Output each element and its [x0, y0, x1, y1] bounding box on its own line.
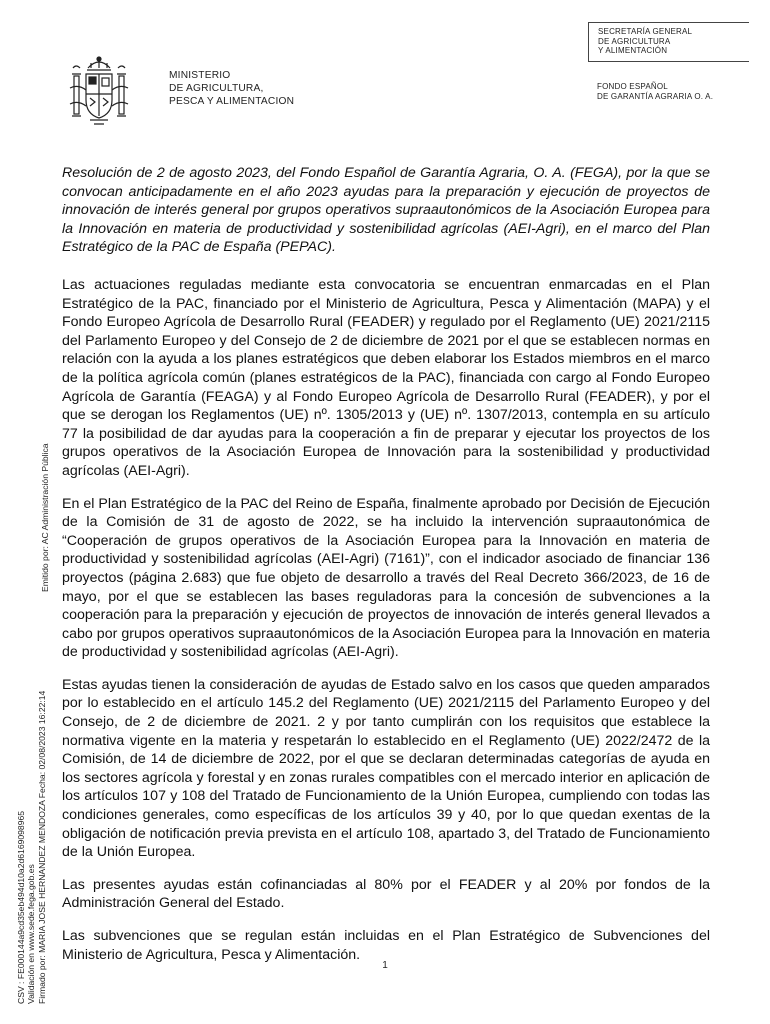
issuer-info: Emitido por: AC Administración Pública — [40, 443, 50, 592]
body-paragraph: Estas ayudas tienen la consideración de ayudas de Estado salvo en los casos que queden amparados por lo establecido en el artículo 145.2 del Reglamento (UE) 2021/2115 del Parlamento Europeo y del Consejo, de 2 de diciembre de 2021. 2 y por tanto cumplirán con los requisitos que establece la normativa vigente en la materia y respetarán lo establecido en el Reglamento (UE) 2022/2472 de la Comisión, de 14 de diciembre de 2022, por el que se declaran determinadas categorías de ayuda en los sectores agrícola y forestal y en zonas rurales compatibles con el mercado interior en aplicación de los artículos 107 y 108 del Tratado de Funcionamiento de la Unión Europea, cumpliendo con todas las condiciones generales, como específicas de los artículos 39 y 40, por lo que quedan exentas de la obligación de notificación previa prevista en el artículo 108, apartado 3, del Tratado de Funcionamiento de la Unión Europea. — [62, 676, 710, 861]
fega-name — [597, 82, 713, 102]
ministry-name — [169, 69, 294, 108]
body-paragraph: Las actuaciones reguladas mediante esta convocatoria se encuentran enmarcadas en el Plan Estratégico de la PAC, financiado por el Ministerio de Agricultura, Pesca y Alimentación (MAPA) y el Fondo Europeo Agrícola de Desarrollo Rural (FEADER) y regulado por el Reglamento (UE) 2021/2115 del Parlamento Europeo y del Consejo de 2 de diciembre de 2021 por el que se establecen normas en relación con la ayuda a los planes estratégicos que deben elaborar los Estados miembros en el marco de la política agrícola común (planes estratégicos de la PAC), financiada con cargo al Fondo Europeo Agrícola de Garantía (FEAGA) y al Fondo Europeo Agrícola de Desarrollo Rural (FEADER), y por el que se derogan los Reglamentos (UE) nº. 1305/2013 y (UE) nº. 1307/2013, contempla en su artículo 77 la posibilidad de dar ayudas para la cooperación a fin de preparar y ejecutar los proyectos de los grupos operativos de la Asociación Europea de Innovación para la sostenibilidad y productividad agrícolas (AEI-Agri). — [62, 277, 710, 479]
validation-url: Validación en www.sede.fega.gob.es — [26, 864, 37, 1004]
secretaria-line: DE AGRICULTURA — [598, 36, 671, 46]
body-paragraph: Las presentes ayudas están cofinanciadas al 80% por el FEADER y al 20% por fondos de la Administración General del Estado. — [62, 876, 710, 912]
secretaria-line: SECRETARÍA GENERAL — [598, 27, 693, 36]
page-number: 1 — [382, 960, 388, 971]
document-body — [62, 276, 710, 978]
ministry-line: DE AGRICULTURA, — [169, 83, 264, 94]
document-title: Resolución de 2 de agosto 2023, del Fondo Español de Garantía Agraria, O. A. (FEGA), por la que se convocan anticipadamente en el año 2023 ayudas para la preparación y ejecución de proyectos de innovación de interés general por grupos operativos supraautonómicos de la Asociación Europea para la Innovación en materia de productividad y sostenibilidad agrícolas (AEI-Agri), en el marco del Plan Estratégico de la PAC de España (PEPAC). — [62, 165, 710, 256]
fega-line: FONDO ESPAÑOL — [597, 82, 668, 91]
coat-of-arms-logo — [68, 54, 130, 130]
ministry-line: MINISTERIO — [169, 70, 231, 81]
body-paragraph: En el Plan Estratégico de la PAC del Reino de España, finalmente aprobado por Decisión de Ejecución de la Comisión de 31 de agosto de 2022, se ha incluido la intervención supraautonómica de “Cooperación de grupos operativos de la Asociación Europea para la Innovación en materia de productividad y sostenibilidad agrícolas (AEI-Agri) (7161)”, con el indicador asociado de financiar 136 proyectos (página 2.683) que fue objeto de desarrollo a través del Real Decreto 366/2023, de 16 de mayo, por el que se establecen las bases reguladoras para la concesión de subvenciones a la cooperación para la preparación y ejecución de proyectos de innovación de interés general llevados a cabo por grupos operativos supraautonómicos de la Asociación Europea para la Innovación en materia de productividad y sostenibilidad agrícolas (AEI-Agri). — [62, 495, 710, 661]
fega-line: DE GARANTÍA AGRARIA O. A. — [597, 92, 714, 101]
csv-code: CSV : FE000144a9cd35eb494d10a2d6169098965 — [16, 810, 26, 1004]
ministry-line: PESCA Y ALIMENTACION — [169, 96, 295, 107]
secretaria-line: Y ALIMENTACIÓN — [598, 46, 668, 56]
signature-info: Firmado por: MARIA JOSE HERNANDEZ MENDOZA Fecha: 02/08/2023 16:22:14 — [36, 690, 47, 1004]
body-paragraph: Las subvenciones que se regulan están incluidas en el Plan Estratégico de Subvenciones del Ministerio de Agricultura, Pesca y Alimentación. — [62, 928, 710, 963]
secretaria-box — [588, 22, 749, 62]
